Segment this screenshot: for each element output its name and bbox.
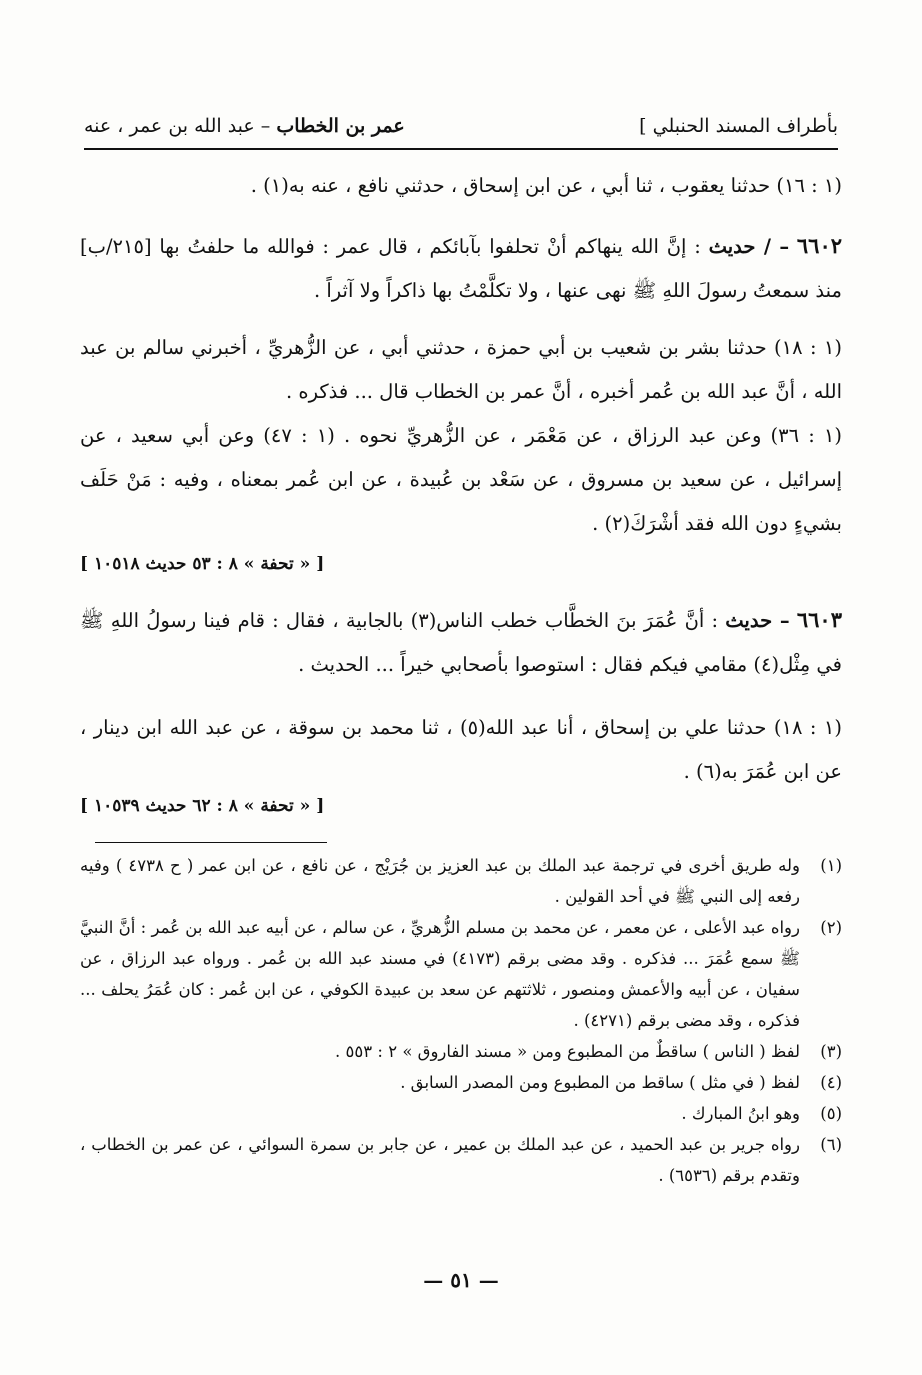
header-section-bold: عمر بن الخطاب — [276, 115, 405, 137]
hadith-6603-text — [80, 598, 842, 687]
hadith-6602-text — [80, 224, 842, 313]
footnote-number: (٤) — [820, 1073, 842, 1092]
chain-paragraph: (١ : ١٨) حدثنا بشر بن شعيب بن أبي حمزة ، حدثني أبي ، عن الزُّهريِّ ، أخبرني سالم بن عبد الله ، أنَّ عبد الله بن عُمر أخبره ، أنَّ عمر بن الخطاب قال ... فذكره . — [80, 336, 842, 403]
chain-paragraph: (١ : ١٨) حدثنا علي بن إسحاق ، أنا عبد الله(٥) ، ثنا محمد بن سوقة ، عن عبد الله ابن دينار ، عن ابن عُمَرَ به(٦) . — [80, 716, 843, 783]
hadith-6602-chains — [80, 326, 842, 546]
footnote — [80, 850, 842, 912]
header-book-title: بأطراف المسند الحنبلي ] — [639, 115, 838, 137]
chain-paragraph: (١ : ٣٦) وعن عبد الرزاق ، عن مَعْمَر ، عن الزُّهريِّ نحوه . (١ : ٤٧) وعن أبي سعيد ، عن إسرائيل ، عن سعيد بن مسروق ، عن سَعْد بن عُبيدة ، عن ابن عُمر بمعناه ، وفيه : مَنْ حَلَف بشيءٍ دون الله فقد أشْرَكَ(٢) . — [80, 424, 843, 535]
footnote-number: (٥) — [820, 1104, 842, 1123]
running-header — [84, 104, 838, 150]
hadith-label: – حديث — [725, 609, 790, 632]
footnote-text: رواه جرير بن عبد الحميد ، عن عبد الملك بن عمير ، عن جابر بن سمرة السوائي ، عن عمر بن الخطاب ، وتقدم برقم (٦٥٣٦) . — [80, 1135, 800, 1185]
footnote-number: (٦) — [820, 1135, 842, 1154]
footnote-number: (١) — [820, 856, 842, 875]
hadith-number: ٦٦٠٢ — [796, 233, 843, 258]
footnote — [80, 912, 842, 1036]
footnotes — [80, 850, 842, 1191]
footnote-text: وله طريق أخرى في ترجمة عبد الملك بن عبد العزيز بن جُرَيْج ، عن نافع ، عن ابن عمر ( ح ٤٧٣٨ ) وفيه رفعه إلى النبي ﷺ في أحد القولين . — [80, 856, 800, 906]
header-section-rest: – عبد الله بن عمر ، عنه — [84, 115, 271, 137]
page-number: — ٥١ — — [423, 1268, 499, 1292]
tuhfa-reference — [80, 796, 842, 816]
tuhfa-text: [ « تحفة » ٨ : ٥٣ حديث ١٠٥١٨ ] — [80, 554, 325, 574]
footnote — [80, 1036, 842, 1067]
footnote-text: لفظ ( الناس ) ساقطٌ من المطبوع ومن « مسند الفاروق » ٢ : ٥٥٣ . — [335, 1042, 800, 1061]
tuhfa-text: [ « تحفة » ٨ : ٦٢ حديث ١٠٥٣٩ ] — [80, 796, 325, 816]
footnote — [80, 1129, 842, 1191]
footnote — [80, 1067, 842, 1098]
footnote-text: لفظ ( في مثل ) ساقط من المطبوع ومن المصدر السابق . — [400, 1073, 800, 1092]
hadith-matn: : إنَّ الله ينهاكم أنْ تحلفوا بآبائكم ، قال عمر : فوالله ما حلفتُ بها [٢١٥/ب] منذ سمعتُ رسولَ اللهِ ﷺ نهى عنها ، ولا تكلَّمْتُ بها ذاكراً ولا آثراً . — [80, 235, 842, 302]
hadith-number: ٦٦٠٣ — [796, 607, 842, 632]
footnote — [80, 1098, 842, 1129]
footnote-text: رواه عبد الأعلى ، عن معمر ، عن محمد بن مسلم الزُّهريِّ ، عن سالم ، عن أبيه عبد الله بن عُمر : أنَّ النبيَّ ﷺ سمع عُمَرَ ... فذكره . وقد مضى برقم (٤١٧٣) في مسند عبد الله بن عُمر . ورواه عبد الرزاق ، عن سفيان ، عن أبيه والأعمش ومنصور ، ثلاثتهم عن سعد بن عبيدة الكوفي ، عن ابن عُمر : كان عُمَرُ يحلف ... فذكره ، وقد مضى برقم (٤٢٧١) . — [80, 918, 800, 1030]
hadith-matn: : أنَّ عُمَرَ بنَ الخطَّاب خطب الناس(٣) بالجابية ، فقال : قام فينا رسولُ اللهِ ﷺ في مِثْل(٤) مقامي فيكم فقال : استوصوا بأصحابي خيراً ... الحديث . — [80, 609, 842, 676]
hadith-6602 — [80, 224, 842, 313]
hadith-6603 — [80, 598, 842, 687]
hadith-6603-chains — [80, 706, 842, 794]
hadith-label: – / حديث — [708, 235, 790, 258]
footnote-number: (٣) — [820, 1042, 842, 1061]
header-section-title — [84, 115, 405, 137]
continuation-line — [80, 164, 842, 208]
footnote-text: وهو ابنُ المبارك . — [681, 1104, 800, 1123]
tuhfa-reference — [80, 554, 842, 574]
continuation-text: (١ : ١٦) حدثنا يعقوب ، ثنا أبي ، عن ابن إسحاق ، حدثني نافع ، عنه به(١) . — [250, 174, 842, 197]
footnote-separator — [95, 842, 327, 843]
footnote-number: (٢) — [820, 918, 842, 937]
